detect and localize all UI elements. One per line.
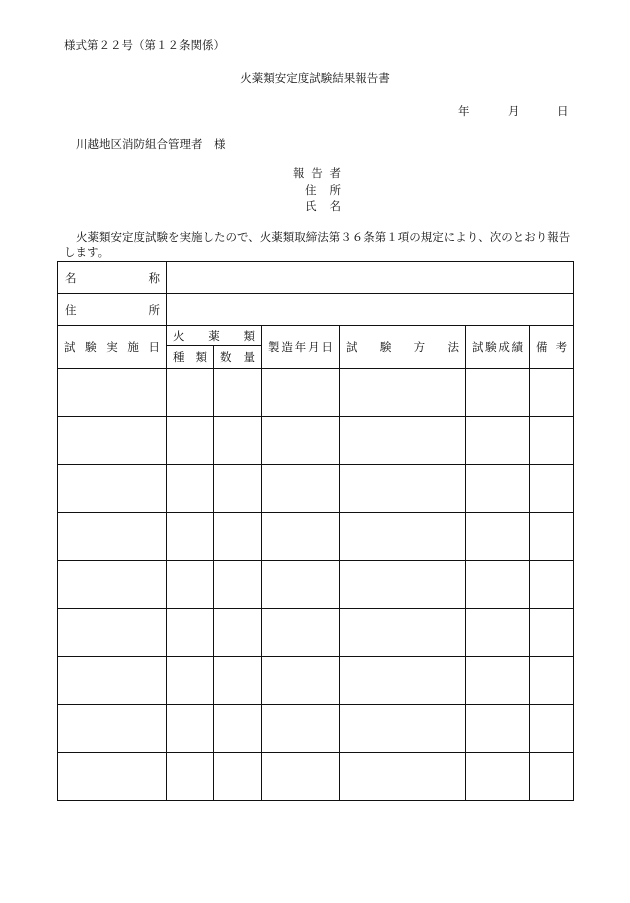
remarks-header [530, 326, 574, 369]
kind-cell[interactable] [167, 657, 214, 705]
manufacture-date-header [262, 326, 340, 369]
address-label-cell [58, 294, 167, 326]
kind-cell[interactable] [167, 753, 214, 801]
header-label: 試 験 実 施 日 [64, 340, 160, 354]
remarks-cell[interactable] [530, 561, 574, 609]
result-cell[interactable] [466, 657, 530, 705]
result-cell[interactable] [466, 609, 530, 657]
table-row [58, 417, 574, 465]
kind-header [167, 346, 214, 369]
header-label: 製 造 年 月 日 [268, 340, 333, 354]
report-table [57, 261, 574, 801]
quantity-cell[interactable] [214, 609, 262, 657]
remarks-cell[interactable] [530, 417, 574, 465]
reporter-header [287, 166, 347, 180]
result-header [466, 326, 530, 369]
table-row [58, 465, 574, 513]
quantity-cell[interactable] [214, 465, 262, 513]
result-cell[interactable] [466, 417, 530, 465]
date-year-label: 年 [458, 104, 470, 118]
manufacture-date-cell[interactable] [262, 609, 340, 657]
manufacture-date-cell[interactable] [262, 657, 340, 705]
manufacture-date-cell[interactable] [262, 369, 340, 417]
intro-text: 火薬類安定度試験を実施したので、火薬類取締法第３６条第１項の規定により、次のとおり報告します。 [64, 230, 571, 259]
date-month-label: 月 [508, 104, 520, 118]
manufacture-date-cell[interactable] [262, 417, 340, 465]
manufacture-date-cell[interactable] [262, 561, 340, 609]
method-cell[interactable] [340, 705, 466, 753]
kind-cell[interactable] [167, 561, 214, 609]
result-cell[interactable] [466, 369, 530, 417]
result-cell[interactable] [466, 705, 530, 753]
remarks-cell[interactable] [530, 705, 574, 753]
kind-cell[interactable] [167, 369, 214, 417]
test-date-cell[interactable] [58, 609, 167, 657]
table-row [58, 369, 574, 417]
quantity-cell[interactable] [214, 417, 262, 465]
method-cell[interactable] [340, 561, 466, 609]
address-field[interactable] [167, 294, 574, 326]
remarks-cell[interactable] [530, 513, 574, 561]
quantity-header [214, 346, 262, 369]
method-cell[interactable] [340, 417, 466, 465]
kind-cell[interactable] [167, 705, 214, 753]
table-row [58, 705, 574, 753]
quantity-cell[interactable] [214, 753, 262, 801]
result-cell[interactable] [466, 753, 530, 801]
table-row [58, 753, 574, 801]
table-row [58, 657, 574, 705]
document-title: 火薬類安定度試験結果報告書 [240, 71, 390, 85]
result-cell[interactable] [466, 561, 530, 609]
test-date-cell[interactable] [58, 657, 167, 705]
quantity-cell[interactable] [214, 369, 262, 417]
method-cell[interactable] [340, 369, 466, 417]
test-date-header [58, 326, 167, 369]
name-label: 名 称 [65, 270, 160, 285]
address-label: 住 所 [65, 302, 160, 317]
addressee: 川越地区消防組合管理者 様 [76, 137, 226, 151]
header-label: 住 所 [305, 183, 341, 197]
manufacture-date-cell[interactable] [262, 513, 340, 561]
remarks-cell[interactable] [530, 609, 574, 657]
name-label-cell [58, 262, 167, 294]
method-cell[interactable] [340, 609, 466, 657]
kind-cell[interactable] [167, 417, 214, 465]
name-row [58, 262, 574, 294]
header-label: 火 薬 類 [173, 328, 255, 343]
method-header [340, 326, 466, 369]
reporter-name-label [287, 199, 347, 213]
header-row-1 [58, 326, 574, 346]
method-cell[interactable] [340, 753, 466, 801]
table-row [58, 513, 574, 561]
manufacture-date-cell[interactable] [262, 465, 340, 513]
table-row [58, 609, 574, 657]
result-cell[interactable] [466, 465, 530, 513]
form-number: 様式第２２号（第１２条関係） [64, 38, 225, 52]
remarks-cell[interactable] [530, 753, 574, 801]
reporter-address-label [287, 183, 347, 197]
header-label: 氏 名 [305, 199, 341, 213]
remarks-cell[interactable] [530, 657, 574, 705]
test-date-cell[interactable] [58, 369, 167, 417]
kind-cell[interactable] [167, 609, 214, 657]
test-date-cell[interactable] [58, 705, 167, 753]
address-row [58, 294, 574, 326]
header-label: 報 告 者 [293, 166, 341, 180]
name-field[interactable] [167, 262, 574, 294]
header-label: 試 験 方 法 [346, 340, 459, 354]
quantity-cell[interactable] [214, 513, 262, 561]
manufacture-date-cell[interactable] [262, 705, 340, 753]
test-date-cell[interactable] [58, 465, 167, 513]
method-cell[interactable] [340, 513, 466, 561]
kind-cell[interactable] [167, 513, 214, 561]
quantity-cell[interactable] [214, 705, 262, 753]
table-row [58, 561, 574, 609]
method-cell[interactable] [340, 657, 466, 705]
test-date-cell[interactable] [58, 561, 167, 609]
quantity-cell[interactable] [214, 561, 262, 609]
header-label: 試 験 成 績 [472, 340, 523, 354]
test-date-cell[interactable] [58, 513, 167, 561]
header-label: 種 類 [173, 350, 207, 364]
quantity-cell[interactable] [214, 657, 262, 705]
remarks-cell[interactable] [530, 465, 574, 513]
result-cell[interactable] [466, 513, 530, 561]
test-date-cell[interactable] [58, 753, 167, 801]
explosives-header [167, 326, 262, 346]
test-date-cell[interactable] [58, 417, 167, 465]
date-day-label: 日 [557, 104, 569, 118]
remarks-cell[interactable] [530, 369, 574, 417]
manufacture-date-cell[interactable] [262, 753, 340, 801]
kind-cell[interactable] [167, 465, 214, 513]
header-label: 備 考 [536, 340, 568, 354]
header-label: 数 量 [220, 350, 255, 364]
method-cell[interactable] [340, 465, 466, 513]
